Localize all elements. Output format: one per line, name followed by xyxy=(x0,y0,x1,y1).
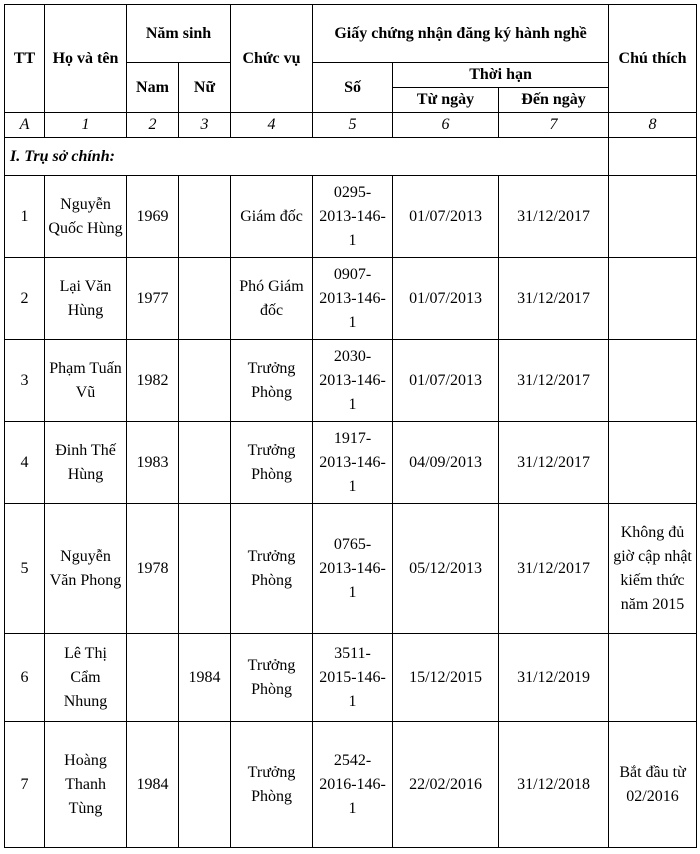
cell-tt: 3 xyxy=(5,340,45,422)
cell-male: 1978 xyxy=(127,504,179,634)
cell-note: Bắt đầu từ 02/2016 xyxy=(609,722,697,848)
cell-number: 3511-2015-146-1 xyxy=(313,634,393,722)
cell-from-date: 05/12/2013 xyxy=(393,504,499,634)
cell-number: 2542-2016-146-1 xyxy=(313,722,393,848)
cell-male: 1969 xyxy=(127,176,179,258)
table-row xyxy=(5,634,697,722)
cell-to-date: 31/12/2017 xyxy=(499,258,609,340)
header-male: Nam xyxy=(127,63,179,113)
cell-female xyxy=(179,422,231,504)
cell-name: Phạm Tuấn Vũ xyxy=(45,340,127,422)
cell-note xyxy=(609,340,697,422)
cell-from-date: 15/12/2015 xyxy=(393,634,499,722)
cell-female xyxy=(179,258,231,340)
index-cell: 2 xyxy=(127,113,179,138)
cell-male: 1984 xyxy=(127,722,179,848)
cell-male xyxy=(127,634,179,722)
cell-tt: 1 xyxy=(5,176,45,258)
cell-number: 1917-2013-146-1 xyxy=(313,422,393,504)
section-title: I. Trụ sở chính: xyxy=(5,138,609,176)
index-row xyxy=(5,113,697,138)
cell-to-date: 31/12/2017 xyxy=(499,340,609,422)
cell-name: Hoàng Thanh Tùng xyxy=(45,722,127,848)
cell-position: Phó Giám đốc xyxy=(231,258,313,340)
cell-from-date: 04/09/2013 xyxy=(393,422,499,504)
index-cell: 6 xyxy=(393,113,499,138)
cell-note xyxy=(609,422,697,504)
cell-male: 1982 xyxy=(127,340,179,422)
cell-tt: 7 xyxy=(5,722,45,848)
cell-from-date: 22/02/2016 xyxy=(393,722,499,848)
cell-from-date: 01/07/2013 xyxy=(393,258,499,340)
header-note: Chú thích xyxy=(609,5,697,113)
index-cell: 3 xyxy=(179,113,231,138)
header-to-date: Đến ngày xyxy=(499,88,609,113)
table-row xyxy=(5,422,697,504)
header-number: Số xyxy=(313,63,393,113)
cell-male: 1983 xyxy=(127,422,179,504)
cell-number: 0295-2013-146-1 xyxy=(313,176,393,258)
cell-tt: 6 xyxy=(5,634,45,722)
table-row xyxy=(5,340,697,422)
header-name: Họ và tên xyxy=(45,5,127,113)
header-tt: TT xyxy=(5,5,45,113)
cell-tt: 5 xyxy=(5,504,45,634)
cell-to-date: 31/12/2018 xyxy=(499,722,609,848)
cell-name: Đinh Thế Hùng xyxy=(45,422,127,504)
section-row xyxy=(5,138,697,176)
cell-female xyxy=(179,340,231,422)
cell-number: 2030-2013-146-1 xyxy=(313,340,393,422)
cell-to-date: 31/12/2017 xyxy=(499,504,609,634)
cell-female xyxy=(179,722,231,848)
cell-to-date: 31/12/2019 xyxy=(499,634,609,722)
staff-table xyxy=(4,4,697,848)
cell-name: Lê Thị Cẩm Nhung xyxy=(45,634,127,722)
index-cell: 8 xyxy=(609,113,697,138)
table-row xyxy=(5,176,697,258)
section-empty-cell xyxy=(609,138,697,176)
index-cell: 1 xyxy=(45,113,127,138)
cell-position: Trưởng Phòng xyxy=(231,634,313,722)
cell-note xyxy=(609,176,697,258)
cell-name: Nguyễn Quốc Hùng xyxy=(45,176,127,258)
cell-name: Nguyễn Văn Phong xyxy=(45,504,127,634)
table-row xyxy=(5,504,697,634)
cell-position: Trưởng Phòng xyxy=(231,340,313,422)
index-cell: 5 xyxy=(313,113,393,138)
header-birth-year: Năm sinh xyxy=(127,5,231,63)
table-row xyxy=(5,258,697,340)
cell-tt: 2 xyxy=(5,258,45,340)
cell-tt: 4 xyxy=(5,422,45,504)
table-row xyxy=(5,722,697,848)
cell-note xyxy=(609,634,697,722)
cell-note xyxy=(609,258,697,340)
cell-from-date: 01/07/2013 xyxy=(393,176,499,258)
cell-number: 0765-2013-146-1 xyxy=(313,504,393,634)
header-female: Nữ xyxy=(179,63,231,113)
cell-male: 1977 xyxy=(127,258,179,340)
cell-note: Không đủ giờ cập nhật kiếm thức năm 2015 xyxy=(609,504,697,634)
index-cell: 7 xyxy=(499,113,609,138)
header-validity: Thời hạn xyxy=(393,63,609,88)
cell-from-date: 01/07/2013 xyxy=(393,340,499,422)
cell-position: Trưởng Phòng xyxy=(231,422,313,504)
cell-position: Trưởng Phòng xyxy=(231,504,313,634)
cell-to-date: 31/12/2017 xyxy=(499,176,609,258)
cell-to-date: 31/12/2017 xyxy=(499,422,609,504)
cell-female xyxy=(179,176,231,258)
header-certificate: Giấy chứng nhận đăng ký hành nghề xyxy=(313,5,609,63)
header-position: Chức vụ xyxy=(231,5,313,113)
cell-number: 0907-2013-146-1 xyxy=(313,258,393,340)
index-cell: A xyxy=(5,113,45,138)
cell-position: Trưởng Phòng xyxy=(231,722,313,848)
cell-position: Giám đốc xyxy=(231,176,313,258)
cell-female xyxy=(179,504,231,634)
cell-female: 1984 xyxy=(179,634,231,722)
index-cell: 4 xyxy=(231,113,313,138)
cell-name: Lại Văn Hùng xyxy=(45,258,127,340)
header-from-date: Từ ngày xyxy=(393,88,499,113)
